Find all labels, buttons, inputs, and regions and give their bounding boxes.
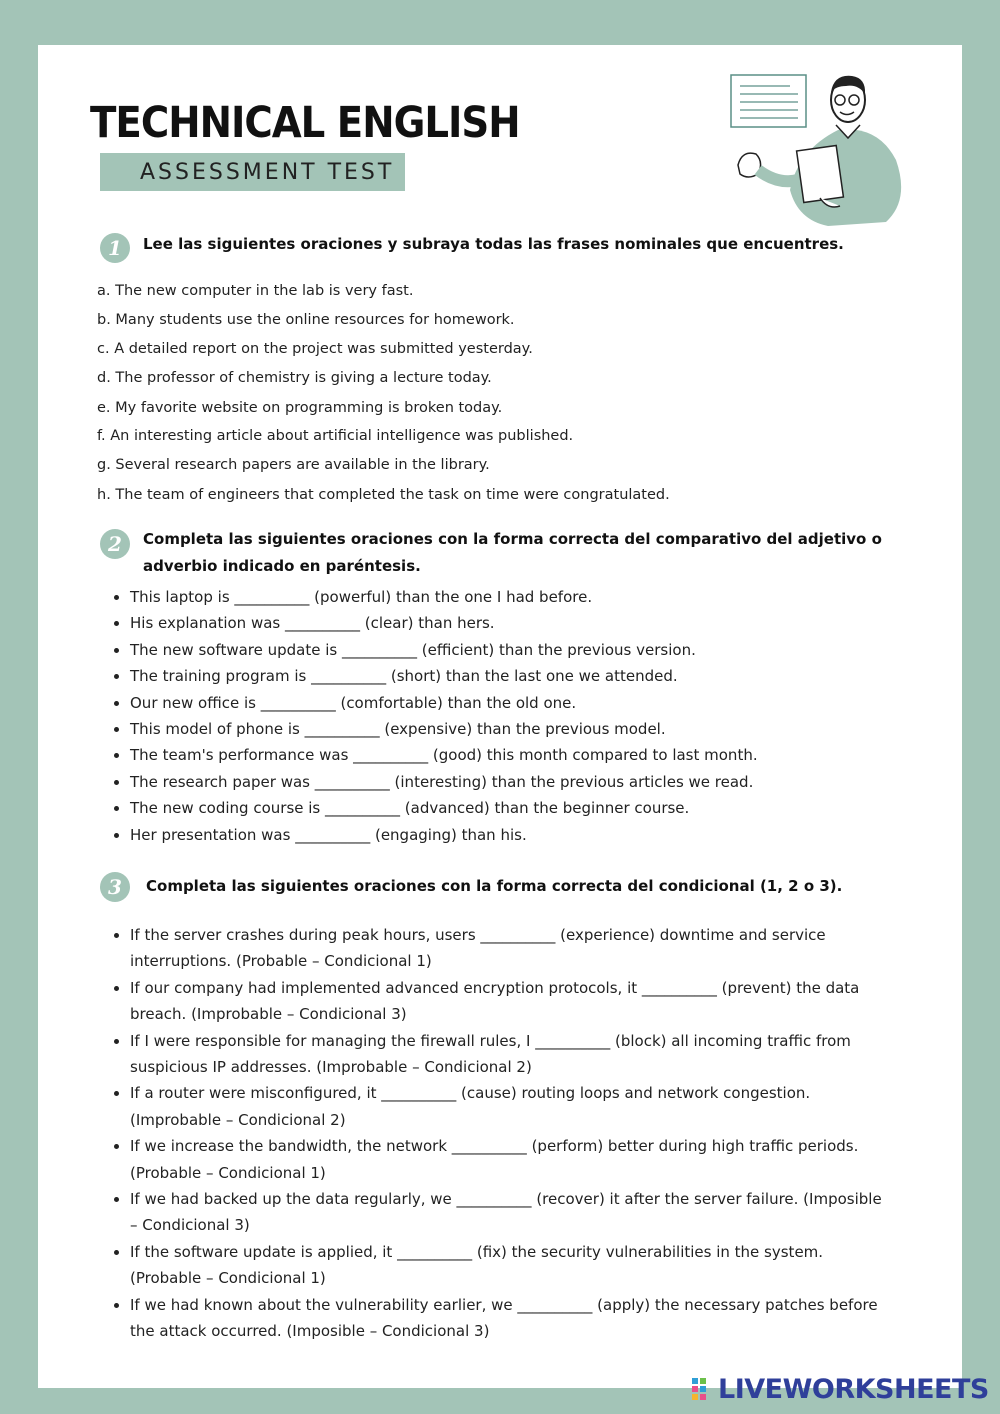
sentence-a: a. The new computer in the lab is very fast. xyxy=(97,283,414,299)
list-item: • If a router were misconfigured, it __________ (cause) routing loops and network congestion. (Improbable – Condicional 2) xyxy=(130,1080,890,1133)
sentence-f: f. An interesting article about artificial intelligence was published. xyxy=(97,428,574,444)
list-item: • The new software update is __________ (efficient) than the previous version. xyxy=(130,637,910,663)
section-1-instruction: Lee las siguientes oraciones y subraya todas las frases nominales que encuentres. xyxy=(143,235,844,253)
list-item: • Our new office is __________ (comfortable) than the old one. xyxy=(130,690,910,716)
page-subtitle: ASSESSMENT TEST xyxy=(140,160,395,185)
teacher-illustration xyxy=(728,70,908,230)
list-item: • If I were responsible for managing the firewall rules, I __________ (block) all incoming traffic from suspicious IP addresses. (Improbable – Condicional 2) xyxy=(130,1028,890,1081)
list-item: • The training program is __________ (short) than the last one we attended. xyxy=(130,663,910,689)
list-item: • If the server crashes during peak hours, users __________ (experience) downtime and service interruptions. (Probable – Condicional 1) xyxy=(130,922,890,975)
sentence-h: h. The team of engineers that completed the task on time were congratulated. xyxy=(97,487,670,503)
list-item: • If we had known about the vulnerability earlier, we __________ (apply) the necessary patches before the attack occurred. (Imposible – Condicional 3) xyxy=(130,1292,890,1345)
list-item: • The new coding course is __________ (advanced) than the beginner course. xyxy=(130,795,910,821)
section-3-instruction: Completa las siguientes oraciones con la forma correcta del condicional (1, 2 o 3). xyxy=(146,877,843,895)
list-item: • This laptop is __________ (powerful) than the one I had before. xyxy=(130,584,910,610)
list-item: • If we had backed up the data regularly, we __________ (recover) it after the server failure. (Imposible – Condicional 3) xyxy=(130,1186,890,1239)
list-item: • Her presentation was __________ (engaging) than his. xyxy=(130,822,910,848)
list-item: • This model of phone is __________ (expensive) than the previous model. xyxy=(130,716,910,742)
sentence-g: g. Several research papers are available in the library. xyxy=(97,457,490,473)
page-title: TECHNICAL ENGLISH xyxy=(90,98,520,148)
section-1-number: 1 xyxy=(100,233,130,263)
liveworksheets-brand[interactable]: LIVEWORKSHEETS xyxy=(718,1374,989,1405)
sentence-b: b. Many students use the online resources for homework. xyxy=(97,312,515,328)
liveworksheets-logo-icon xyxy=(692,1378,714,1402)
list-item: • If our company had implemented advanced encryption protocols, it __________ (prevent) the data breach. (Improbable – Condicional 3) xyxy=(130,975,890,1028)
list-item: • The research paper was __________ (interesting) than the previous articles we read. xyxy=(130,769,910,795)
list-item: • If the software update is applied, it __________ (fix) the security vulnerabilities in the system. (Probable – Condicional 1) xyxy=(130,1239,890,1292)
sentence-e: e. My favorite website on programming is broken today. xyxy=(97,400,503,416)
section-3-number: 3 xyxy=(100,872,130,902)
list-item: • If we increase the bandwidth, the network __________ (perform) better during high traffic periods. (Probable – Condicional 1) xyxy=(130,1133,890,1186)
section-2-number: 2 xyxy=(100,529,130,559)
list-item: • The team's performance was __________ (good) this month compared to last month. xyxy=(130,742,910,768)
conditional-list xyxy=(98,922,890,1345)
sentence-d: d. The professor of chemistry is giving a lecture today. xyxy=(97,370,492,386)
section-2-instruction: Completa las siguientes oraciones con la forma correcta del comparativo del adjetivo o adverbio indicado en paréntesis. xyxy=(143,530,882,575)
list-item: • His explanation was __________ (clear) than hers. xyxy=(130,610,910,636)
comparative-list xyxy=(98,584,910,848)
sentence-c: c. A detailed report on the project was submitted yesterday. xyxy=(97,341,533,357)
